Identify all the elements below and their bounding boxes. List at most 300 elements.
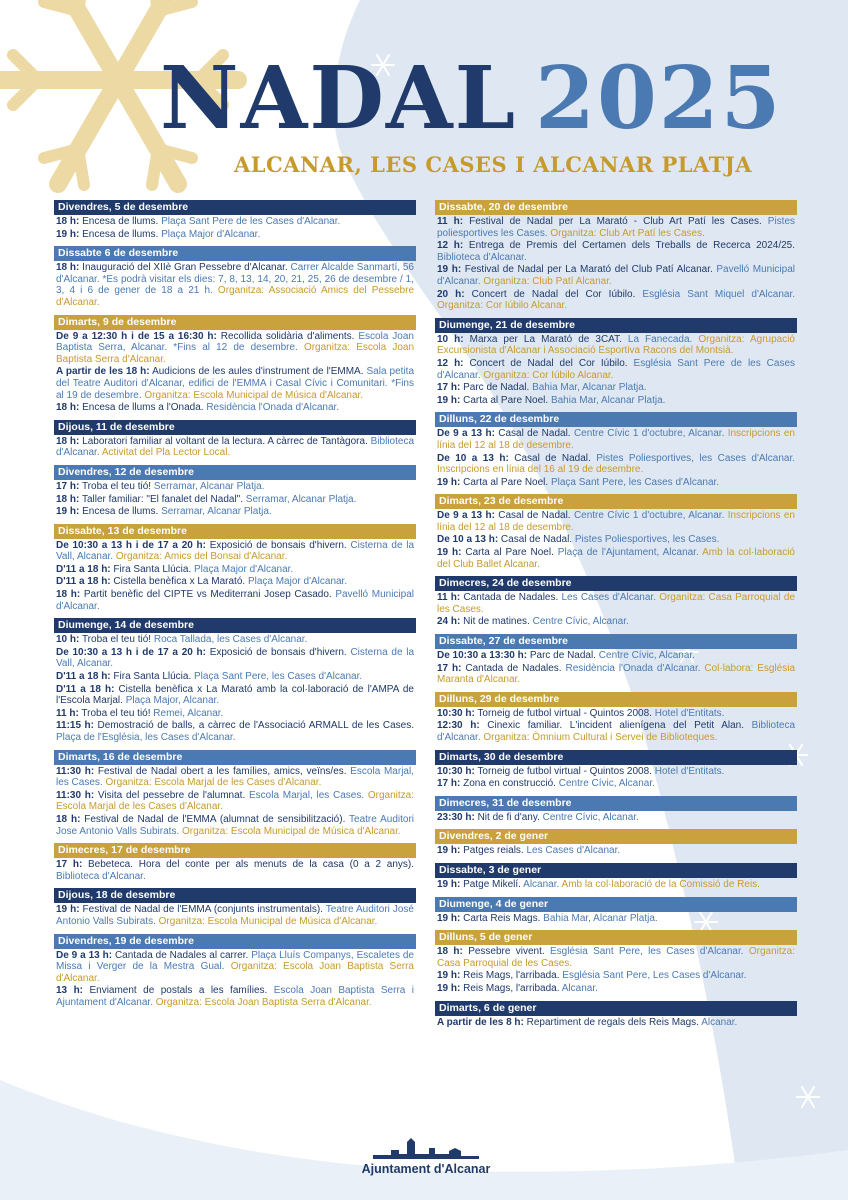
event-item	[54, 261, 416, 308]
event-place: Església Sant Pere, les Cases d'Alcanar.	[549, 946, 744, 958]
day-section	[435, 692, 797, 744]
event-item	[54, 789, 416, 813]
event-item	[54, 228, 416, 241]
day-section	[54, 843, 416, 882]
day-section	[435, 1001, 797, 1029]
event-place: Plaça Major d'Alcanar.	[247, 576, 348, 588]
event-item	[54, 480, 416, 493]
event-item	[54, 215, 416, 228]
event-item	[435, 239, 797, 263]
event-item	[435, 844, 797, 857]
town-council-logo	[351, 1136, 501, 1176]
day-header: Diumenge, 4 de gener	[435, 897, 797, 912]
event-title: Casal de Nadal.	[494, 428, 574, 440]
event-time: D'11 a 18 h:	[56, 563, 111, 575]
day-header: Dilluns, 5 de gener	[435, 930, 797, 945]
event-time: 12:30 h:	[437, 720, 480, 732]
event-organizer: Organitza: Amics del Bonsai d'Alcanar.	[113, 551, 288, 563]
day-section	[54, 934, 416, 1009]
event-time: A partir de les 8 h:	[437, 1016, 524, 1028]
event-title: Recollida solidària d'aliments.	[216, 330, 359, 342]
day-section	[435, 200, 797, 312]
event-title: Encesa de llums.	[79, 506, 162, 518]
event-place: Hotel d'Entitats.	[654, 765, 725, 777]
day-header: Dilluns, 29 de desembre	[435, 692, 797, 707]
event-time: D'11 a 18 h:	[56, 576, 111, 588]
event-item	[54, 539, 416, 563]
day-header: Divendres, 12 de desembre	[54, 465, 416, 480]
event-title: Fira Santa Llúcia.	[110, 563, 195, 575]
event-organizer: Organitza: Cor Iúbilo Alcanar.	[437, 300, 568, 312]
day-section	[54, 888, 416, 927]
event-place: Cisterna de la Vall, Alcanar.	[56, 539, 415, 563]
event-title: Parc de Nadal.	[460, 382, 533, 394]
event-title: Laboratori familiar al voltant de la lectura. A càrrec de Tantàgora.	[79, 435, 371, 447]
day-header: Dimecres, 31 de desembre	[435, 796, 797, 811]
title-word-nadal: NADAL	[160, 48, 518, 149]
poster-title	[160, 48, 783, 149]
event-title: Encesa de llums a l'Onada.	[79, 402, 207, 414]
event-item	[435, 777, 797, 790]
day-header: Dilluns, 22 de desembre	[435, 412, 797, 427]
day-section	[435, 930, 797, 994]
event-organizer: Organitza: Escola Municipal de Música d'Alcanar.	[141, 389, 364, 401]
event-time: 12 h:	[437, 357, 464, 369]
event-place: Plaça Lluís Companys, Escaletes de Missa i Verger de la Mestra Gual.	[56, 949, 414, 973]
event-time: 18 h:	[56, 813, 81, 825]
event-place: Plaça Sant Pere de les Cases d'Alcanar.	[161, 216, 341, 227]
event-title: Bebeteca. Hora del conte per als menuts de la casa (0 a 2 anys).	[82, 859, 415, 871]
event-time: 10 h:	[437, 333, 464, 345]
event-place: Escola Marjal, les Cases.	[56, 765, 414, 789]
event-place: La Fanecada.	[627, 333, 693, 345]
event-title: Casal de Nadal.	[508, 452, 597, 464]
event-organizer: Amb la col·laboració de la Comissió de Reis.	[559, 878, 760, 890]
event-item	[435, 1016, 797, 1029]
event-place: Plaça de l'Església, les Cases d'Alcanar.	[56, 732, 236, 743]
event-organizer: Inscripcions en línia del 12 al 18 de desembre.	[437, 428, 795, 451]
event-time: 19 h:	[437, 476, 461, 488]
event-time: 19 h:	[437, 547, 462, 559]
day-header: Divendres, 2 de gener	[435, 829, 797, 844]
event-place: Centre Cívic, Alcanar.	[532, 616, 629, 628]
event-item	[54, 401, 416, 414]
event-time: 13 h:	[56, 985, 84, 997]
event-organizer: Activitat del Pla Lector Local.	[99, 447, 231, 459]
event-title: Torneig de futbol virtual - Quintos 2008.	[474, 765, 655, 777]
day-header: Dissabte, 27 de desembre	[435, 634, 797, 649]
event-title: Concert de Nadal del Cor Iúbilo.	[464, 288, 643, 300]
event-place: Plaça Major d'Alcanar.	[194, 563, 294, 575]
event-item	[435, 357, 797, 381]
event-time: 19 h:	[56, 228, 80, 240]
event-item	[435, 912, 797, 925]
event-time: 17 h:	[437, 778, 461, 790]
event-place: Les Cases d'Alcanar.	[526, 845, 621, 857]
event-time: De 10 a 13 h:	[437, 534, 499, 546]
day-header: Dimarts, 6 de gener	[435, 1001, 797, 1016]
day-header: Dissabte, 3 de gener	[435, 863, 797, 878]
event-title: Concert de Nadal del Cor Iúbilo.	[463, 357, 634, 369]
event-title: Visita del pessebre de l'alumnat.	[94, 789, 249, 801]
event-time: De 10:30 a 13 h i de 17 a 20 h:	[56, 646, 206, 658]
event-title: Marxa per La Marató de 3CAT.	[463, 333, 628, 345]
event-title: Exposició de bonsais d'hivern.	[205, 539, 351, 551]
event-item	[435, 452, 797, 476]
event-time: 19 h:	[437, 264, 462, 276]
event-time: 24 h:	[437, 616, 461, 628]
event-title: Enviament de postals a les famílies.	[83, 985, 274, 997]
event-time: De 9 a 13 h:	[437, 510, 495, 522]
event-time: De 9 a 13 h:	[437, 428, 495, 440]
event-item	[435, 288, 797, 312]
day-header: Dimarts, 9 de desembre	[54, 315, 416, 330]
event-place: Serramar, Alcanar Platja.	[245, 493, 357, 505]
event-item	[54, 683, 416, 707]
event-title: Torneig de futbol virtual - Quintos 2008.	[474, 707, 655, 719]
event-time: 18 h:	[56, 435, 80, 447]
event-title: Partit benèfic del CIPTE vs Mediterrani Josep Casado.	[80, 589, 336, 601]
event-title: Cantada de Nadales al carrer.	[112, 949, 252, 961]
event-item	[54, 435, 416, 459]
event-place: Alcanar.	[561, 982, 598, 994]
event-item	[54, 330, 416, 366]
event-place: Església Sant Miquel d'Alcanar.	[642, 288, 796, 300]
event-organizer: Organitza: Òmnium Cultural i Servei de Biblioteques.	[480, 732, 718, 743]
event-item	[435, 509, 797, 533]
event-title: Cistella benèfica x La Marató amb la col·laboració de l'AMPA de l'Escola Marjal.	[56, 683, 414, 707]
event-place: Escola Joan Baptista Serra, Alcanar. *Fins al 12 de desembre.	[56, 330, 414, 354]
event-place: Biblioteca d'Alcanar.	[437, 720, 796, 743]
event-place: Alcanar.	[523, 878, 560, 890]
event-time: 18 h:	[56, 493, 80, 505]
event-item	[435, 945, 797, 969]
event-item	[54, 646, 416, 670]
event-place: Pistes Poliesportives, les Cases d'Alcanar.	[596, 452, 795, 464]
event-organizer: Organitza: Escola Municipal de Música d'Alcanar.	[179, 825, 401, 837]
event-time: 17 h:	[437, 382, 461, 394]
event-title: Inauguració del XIIè Gran Pessebre d'Alcanar.	[79, 262, 291, 274]
day-section	[54, 200, 416, 240]
event-place: Plaça Sant Pere, les Cases d'Alcanar.	[550, 476, 720, 488]
day-section	[54, 465, 416, 518]
event-time: De 10:30 a 13:30 h:	[437, 650, 528, 662]
logo-text: Ajuntament d'Alcanar	[361, 1162, 491, 1176]
event-title: Casal de Nadal.	[494, 510, 574, 522]
event-time: 19 h:	[437, 970, 461, 982]
schedule-left-column	[54, 200, 416, 1015]
day-section	[435, 750, 797, 790]
day-header: Dimarts, 16 de desembre	[54, 750, 416, 765]
event-item	[54, 365, 416, 401]
event-organizer: Inscripcions en línia del 16 al 19 de desembre.	[437, 464, 644, 476]
event-place: Escola Marjal, les Cases.	[248, 789, 365, 801]
event-title: Troba el teu tió!	[79, 480, 154, 492]
event-place: Les Cases d'Alcanar.	[561, 592, 656, 604]
day-header: Divendres, 19 de desembre	[54, 934, 416, 949]
event-time: 11:30 h:	[56, 765, 95, 777]
event-organizer: Amb la col·laboració del Club Ballet Alcanar.	[437, 547, 795, 570]
event-item	[435, 591, 797, 615]
event-place: Centre Cívic 1 d'octubre, Alcanar.	[573, 510, 725, 522]
event-organizer: Organitza: Escola Marjal de les Cases d'Alcanar.	[102, 777, 322, 789]
event-title: Exposició de bonsais d'hivern.	[205, 646, 351, 658]
event-time: 19 h:	[56, 506, 80, 518]
event-place: Pavelló Municipal d'Alcanar.	[56, 589, 414, 612]
event-item	[435, 427, 797, 451]
event-place: Roca Tallada, les Cases d'Alcanar.	[153, 634, 308, 646]
event-title: Encesa de llums.	[79, 228, 162, 240]
event-title: Reis Mags, l'arribada.	[460, 982, 562, 994]
event-time: 12 h:	[437, 240, 464, 252]
event-place: Escola Joan Baptista Serra i Ajuntament d'Alcanar.	[56, 985, 415, 1008]
event-place: Plaça Sant Pere, les Cases d'Alcanar.	[194, 671, 363, 683]
event-item	[54, 903, 416, 927]
event-organizer: Inscripcions en línia del 12 al 18 de desembre.	[437, 510, 795, 533]
event-item	[54, 765, 416, 789]
event-title: Carta al Pare Noel.	[460, 476, 551, 488]
event-title: Nit de fi d'any.	[474, 811, 543, 823]
event-place: Remei, Alcanar.	[153, 707, 224, 719]
day-header: Diumenge, 21 de desembre	[435, 318, 797, 333]
event-place: Serramar, Alcanar Platja.	[153, 480, 265, 492]
event-place: Carrer Alcalde Sanmartí, 56 d'Alcanar. *Es podrà visitar els dies: 7, 8, 13, 14, 20, 21, 25, 26 de desembre / 1, 3, 4 i 6 de gener de 18 a 21 h.	[56, 262, 414, 297]
day-header: Dijous, 11 de desembre	[54, 420, 416, 435]
event-title: Festival de Nadal de l'EMMA (alumnat de sensibilització).	[80, 813, 350, 825]
event-place: Biblioteca d'Alcanar.	[56, 870, 146, 882]
event-place: Alcanar.	[701, 1016, 738, 1028]
event-time: 20 h:	[437, 288, 465, 300]
event-time: 11:30 h:	[56, 789, 95, 801]
event-time: 18 h:	[56, 402, 80, 414]
day-header: Dijous, 18 de desembre	[54, 888, 416, 903]
event-item	[435, 394, 797, 407]
event-organizer: Organitza: Escola Municipal de Música d'Alcanar.	[155, 915, 378, 927]
event-place: Serramar, Alcanar Platja.	[161, 506, 272, 518]
event-place: Pistes poliesportives les Cases.	[437, 216, 796, 239]
event-item	[435, 215, 797, 239]
day-section	[435, 829, 797, 857]
day-section	[435, 494, 797, 570]
event-item	[435, 707, 797, 720]
event-place: Centre Cívic 1 d'octubre, Alcanar.	[573, 428, 725, 440]
event-title: Carta al Pare Noel.	[461, 547, 558, 559]
event-title: Reis Mags, l'arribada.	[460, 970, 563, 982]
event-place: Bahia Mar, Alcanar Platja.	[543, 912, 658, 924]
day-section	[54, 618, 416, 743]
event-place: Plaça Major, Alcanar.	[125, 695, 220, 707]
event-time: 19 h:	[437, 845, 461, 857]
event-item	[435, 476, 797, 489]
event-organizer: Organitza: Casa Parroquial de les Cases.	[437, 592, 796, 615]
event-time: 18 h:	[56, 216, 80, 227]
event-item	[54, 813, 416, 837]
event-time: 18 h:	[56, 262, 80, 274]
event-place: Bahia Mar, Alcanar Platja.	[550, 394, 666, 406]
event-place: Hotel d'Entitats.	[654, 707, 725, 719]
day-header: Dimarts, 30 de desembre	[435, 750, 797, 765]
event-title: Pessebre vivent.	[462, 946, 550, 958]
event-organizer: Organitza: Escola Joan Baptista Serra d'Alcanar.	[152, 996, 372, 1008]
day-section	[435, 576, 797, 628]
event-place: Residència l'Onada d'Alcanar.	[565, 662, 701, 674]
event-time: 11 h:	[56, 707, 79, 719]
town-silhouette-icon	[371, 1136, 481, 1160]
event-item	[54, 719, 416, 743]
event-organizer: Organitza: Casa Parroquial de les Cases.	[437, 946, 795, 969]
event-title: Nit de matines.	[460, 616, 533, 628]
event-item	[54, 670, 416, 683]
event-title: Zona en construcció.	[460, 778, 559, 790]
event-organizer: Organitza: Escola Joan Baptista Serra d'Alcanar.	[56, 342, 415, 365]
event-time: 11 h:	[437, 216, 464, 227]
event-title: Cinexic familiar. L'incident alienígena del Petit Alan.	[479, 720, 752, 732]
day-section	[435, 863, 797, 891]
event-place: Plaça de l'Ajuntament, Alcanar.	[557, 547, 699, 559]
event-time: D'11 a 18 h:	[56, 671, 111, 683]
day-section	[435, 318, 797, 407]
event-item	[54, 984, 416, 1008]
event-time: 19 h:	[437, 912, 461, 924]
event-item	[54, 858, 416, 882]
event-title: Encesa de llums.	[79, 216, 162, 227]
event-item	[54, 949, 416, 985]
event-place: Bahia Mar, Alcanar Platja.	[532, 382, 647, 394]
event-title: Casal de Nadal.	[498, 534, 575, 546]
day-header: Dissabte, 13 de desembre	[54, 524, 416, 539]
event-time: De 10:30 a 13 h i de 17 a 20 h:	[56, 539, 206, 551]
day-header: Dissabte 6 de desembre	[54, 246, 416, 261]
event-title: Demostració de balls, a càrrec de l'Associació ARMALL de les Cases.	[94, 720, 414, 732]
event-time: 17 h:	[56, 859, 83, 871]
event-item	[435, 969, 797, 982]
event-time: 19 h:	[437, 982, 461, 994]
day-section	[435, 634, 797, 686]
event-time: 19 h:	[437, 878, 461, 890]
event-title: Festival de Nadal per La Marató del Club Patí Alcanar.	[461, 264, 717, 276]
event-time: 23:30 h:	[437, 811, 475, 823]
event-organizer: Col·labora: Església Maranta d'Alcanar.	[437, 662, 796, 686]
event-item	[435, 649, 797, 662]
event-title: Parc de Nadal.	[527, 650, 599, 662]
event-organizer: Organitza: Club Art Patí les Cases.	[547, 227, 705, 239]
event-organizer: Organitza: Agrupació Excursionista d'Alcanar i Associació Esportiva Racons del Montsià.	[437, 333, 795, 357]
event-time: D'11 a 18 h:	[56, 683, 115, 695]
event-time: 17 h:	[437, 662, 462, 674]
event-place: Pavelló Municipal d'Alcanar.	[437, 264, 795, 287]
event-item	[54, 505, 416, 518]
event-place: Centre Cívic, Alcanar.	[598, 650, 695, 662]
event-item	[54, 707, 416, 720]
day-section	[54, 246, 416, 308]
event-title: Carta Reis Mags.	[460, 912, 544, 924]
event-time: 10:30 h:	[437, 765, 475, 777]
event-organizer: Organitza: Cor Iúbilo Alcanar.	[480, 369, 614, 381]
event-item	[54, 493, 416, 506]
event-place: Biblioteca d'Alcanar.	[437, 251, 527, 263]
event-item	[435, 333, 797, 357]
schedule-right-column	[435, 200, 797, 1034]
event-organizer: Organitza: Escola Joan Baptista Serra d'Alcanar.	[56, 961, 414, 984]
event-time: 19 h:	[437, 394, 461, 406]
event-title: Entrega de Premis del Certamen dels Treballs de Recerca 2024/25.	[463, 240, 795, 252]
title-year: 2025	[535, 48, 783, 149]
event-title: Festival de Nadal per La Marató - Club Art Patí les Cases.	[463, 216, 768, 227]
event-item	[435, 719, 797, 743]
poster-subtitle: ALCANAR, LES CASES I ALCANAR PLATJA	[234, 152, 753, 177]
event-title: Troba el teu tió!	[78, 707, 154, 719]
event-time: 10 h:	[56, 634, 80, 646]
event-place: Pistes Poliesportives, les Cases.	[574, 534, 720, 546]
event-title: Audicions de les aules d'instrument de l'EMMA.	[149, 366, 367, 378]
day-header: Dissabte, 20 de desembre	[435, 200, 797, 215]
event-time: 11:15 h:	[56, 720, 94, 732]
event-title: Cantada de Nadales.	[461, 662, 566, 674]
event-place: Església Sant Pere, Les Cases d'Alcanar.	[562, 970, 747, 982]
event-organizer: Organitza: Associació Amics del Pessebre d'Alcanar.	[56, 285, 415, 308]
event-time: 10:30 h:	[437, 707, 475, 719]
day-section	[435, 897, 797, 925]
event-place: Plaça Major d'Alcanar.	[161, 228, 261, 240]
day-section	[54, 750, 416, 838]
event-place: Teatre Auditori Jose Antonio Valls Subirats.	[56, 813, 415, 837]
event-place: Cisterna de la Vall, Alcanar.	[56, 646, 415, 670]
event-place: Centre Cívic, Alcanar.	[558, 778, 655, 790]
event-item	[435, 878, 797, 891]
event-item	[435, 263, 797, 287]
day-header: Dimecres, 24 de desembre	[435, 576, 797, 591]
event-item	[435, 662, 797, 686]
event-item	[54, 633, 416, 646]
day-header: Dimarts, 23 de desembre	[435, 494, 797, 509]
event-time: De 9 a 12:30 h i de 15 a 16:30 h:	[56, 330, 217, 342]
event-place: Residència l'Onada d'Alcanar.	[206, 402, 340, 414]
event-title: Troba el teu tió!	[79, 634, 154, 646]
event-title: Festival de Nadal obert a les famílies, amics, veïns/es.	[94, 765, 351, 777]
event-organizer: Organitza: Club Patí Alcanar.	[480, 275, 612, 287]
day-section	[435, 412, 797, 488]
event-item	[435, 381, 797, 394]
event-item	[435, 982, 797, 995]
event-title: Cantada de Nadales.	[460, 592, 562, 604]
event-organizer: Organitza: Escola Marjal de les Cases d'Alcanar.	[56, 789, 414, 813]
event-title: Carta al Pare Noel.	[460, 394, 551, 406]
event-place: Església Sant Pere de les Cases d'Alcanar.	[437, 357, 796, 381]
event-time: A partir de les 18 h:	[56, 366, 150, 378]
event-item	[54, 575, 416, 588]
event-item	[435, 765, 797, 778]
event-place: Teatre Auditori José Antonio Valls Subirats.	[56, 904, 414, 927]
event-place: Biblioteca d'Alcanar.	[56, 435, 414, 459]
event-title: Taller familiar: "El fanalet del Nadal".	[79, 493, 246, 505]
event-item	[435, 811, 797, 824]
event-item	[54, 563, 416, 576]
event-title: Patges reials.	[460, 845, 527, 857]
event-place: Centre Cívic, Alcanar.	[542, 811, 639, 823]
event-time: 17 h:	[56, 480, 80, 492]
event-title: Patge Mikelí.	[460, 878, 524, 890]
day-header: Dimecres, 17 de desembre	[54, 843, 416, 858]
day-section	[54, 420, 416, 459]
event-time: De 9 a 13 h:	[56, 949, 113, 961]
day-section	[54, 315, 416, 414]
event-item	[435, 615, 797, 628]
day-section	[54, 524, 416, 613]
event-title: Repartiment de regals dels Reis Mags.	[523, 1016, 702, 1028]
event-title: Fira Santa Llúcia.	[110, 671, 195, 683]
event-time: 11 h:	[437, 592, 461, 604]
event-title: Festival de Nadal de l'EMMA (conjunts instrumentals).	[79, 904, 326, 916]
